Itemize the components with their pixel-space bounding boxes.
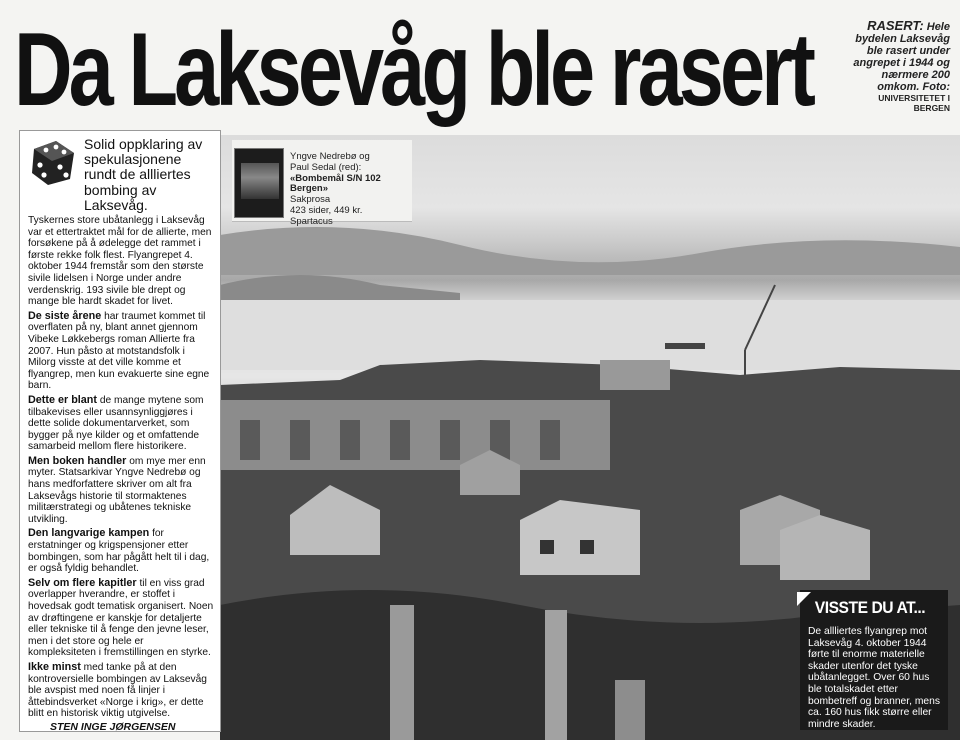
caption-lead: RASERT:	[867, 18, 924, 33]
factbox-text: De allliertes flyangrep mot Laksevåg 4. oktober 1944 førte til enorme materielle skader utenfor det tyske ubåtanlegget. Over 60 hus ble totalskadet etter bombetreff og branner, mens ca. 160 hus fikk større eller mindre skader.	[808, 626, 941, 730]
book-info	[232, 140, 412, 227]
review-paragraph: Ikke minst med tanke på at den kontroversielle bombingen av Laksevåg ble avspist med noen få linjer i åttebindsverket «Norge i krig», er dette blitt en historisk viktig utgivelse.	[28, 660, 207, 720]
book-authors-line2: Paul Sedal (red):	[290, 161, 362, 173]
review-paragraph: Selv om flere kapitler til en viss grad overlapper hverandre, er stoffet i hovedsak godt tematisk organisert. Noen av drøftingene er kanskje for detaljerte eller tekniske til å fenge den jevne leser, men i det store og hele er kompleksiteten i fremstillingen en styrke.	[28, 576, 214, 659]
photo-caption	[842, 20, 950, 113]
headline: Da Laksevåg ble rasert	[14, 12, 813, 128]
caption-text: Hele bydelen Laksevåg ble rasert under angrepet i 1944 og nærmere 200 omkom.	[853, 21, 950, 93]
book-publisher: Spartacus	[290, 215, 333, 227]
book-title: «Bombemål S/N 102 Bergen»	[290, 172, 381, 195]
caption-credit: UNIVERSITETET I BERGEN	[878, 93, 950, 113]
review-paragraph: Dette er blant de mange mytene som tilbakevises eller usannsynliggjøres i dette solide dokumentarverket, som bygger på nye kilder og et omfattende samarbeid mellom flere historikere.	[28, 393, 204, 453]
review-paragraph: De siste årene har traumet kommet til overflaten på ny, blant annet gjennom Vibeke Løkkebergs roman Allierte fra 2007. Hun påsto at motstandsfolk i Milorg visste at det ville komme et flyangrep, men kun evakuerte sine egne barn.	[28, 309, 210, 392]
book-authors-line1: Yngve Nedrebø og	[290, 151, 370, 162]
dice-rating-icon	[30, 139, 76, 185]
review-paragraph: Den langvarige kampen for erstatninger og krigspensjoner etter bombingen, som har pågått helt til i dag, er også fyldig behandlet.	[28, 527, 210, 575]
review-body	[28, 215, 214, 734]
book-details: 423 sider, 449 kr.	[290, 204, 363, 216]
review-intro: Solid oppklaring av spekulasjonene rundt de allliertes bombing av Laksevåg.	[84, 136, 203, 213]
review-signature: STEN INGE JØRGENSEN	[50, 720, 176, 733]
book-genre: Sakprosa	[290, 194, 331, 206]
review-paragraph: Men boken handler om mye mer enn myter. Statsarkivar Yngve Nedrebø og hans medforfattere skriver om alt fra Laksevågs historie til stormaktenes militærstrategi og ubåtenes tekniske utvikling.	[28, 454, 206, 525]
book-cover	[234, 148, 284, 218]
review-paragraph: Tyskernes store ubåtanlegg i Laksevåg var et ettertraktet mål for de allierte, men forsøkene på å ødelegge det rammet i første rekke folk flest. Flyangrepet 4. oktober 1944 fremstår som den største sivile lidelsen i Norge under andre verdenskrig. 193 sivile ble drept og mange ble hardt skadet for livet.	[28, 215, 212, 308]
caption-credit-label: Foto:	[922, 81, 950, 93]
factbox-title: VISSTE DU AT...	[814, 598, 926, 617]
review-column	[19, 130, 221, 732]
